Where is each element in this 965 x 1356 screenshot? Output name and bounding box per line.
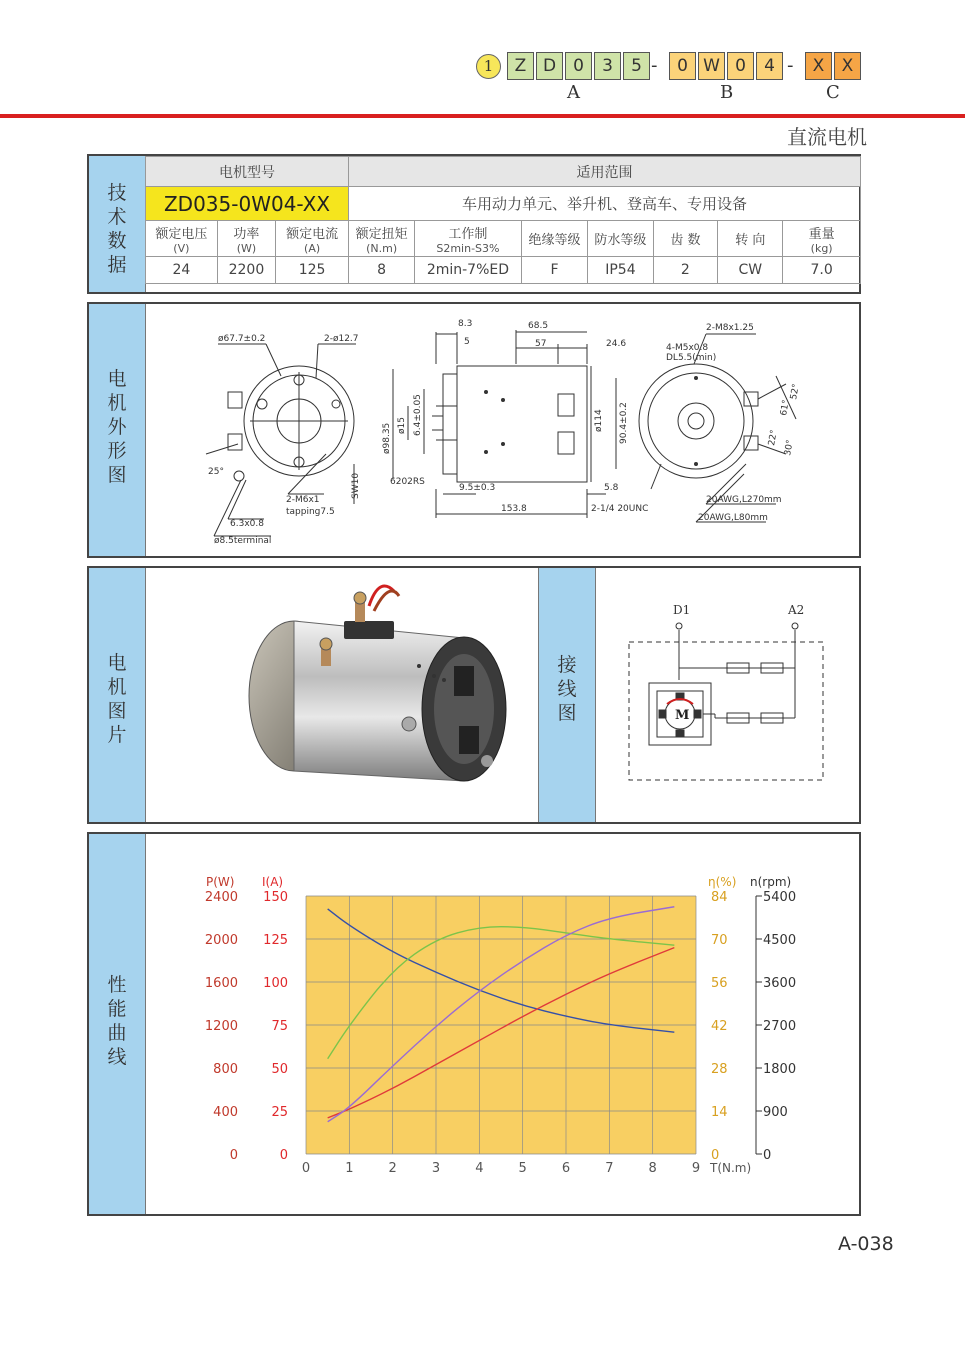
param-label: 额定电流 — [286, 226, 339, 242]
curve-side-char: 曲 — [107, 1022, 127, 1044]
dim-d19: 153.8 — [501, 504, 527, 514]
chart-tick-label: 0 — [763, 1148, 772, 1163]
performance-chart — [146, 834, 861, 1214]
dim-d31: 20AWG,L270mm — [706, 495, 782, 505]
dim-d21: 2-1/4 20UNC — [591, 504, 649, 514]
chart-x-axis-title: T(N.m) — [710, 1161, 752, 1175]
curve-sidebar — [89, 834, 146, 1214]
dim-d26: DL5.5(min) — [666, 353, 717, 363]
param-unit: (W) — [236, 241, 257, 255]
chart-tick-label: 0 — [711, 1148, 720, 1163]
wiring-diagram — [595, 568, 861, 822]
photo-side-char: 电 — [107, 652, 127, 674]
outline-side-char: 外 — [107, 416, 127, 438]
chart-x-tick-label: 8 — [648, 1161, 657, 1176]
spec-side-char: 据 — [107, 254, 127, 276]
dim-d28: 61° — [779, 399, 792, 417]
param-label: 绝缘等级 — [528, 233, 581, 248]
dim-d9: 8.3 — [458, 319, 473, 329]
motor-photo — [209, 576, 549, 816]
spec-side-char: 数 — [107, 230, 127, 252]
photo-side-char: 片 — [107, 724, 127, 746]
model-code-circle: 1 — [476, 54, 501, 79]
model-code-char: W — [698, 52, 725, 80]
header-divider — [0, 114, 965, 118]
chart-tick-label: 2000 — [204, 933, 238, 948]
chart-axis-title: η(%) — [708, 875, 737, 889]
dim-d13: 24.6 — [606, 339, 627, 349]
curve-side-char: 能 — [107, 998, 127, 1020]
chart-tick-label: 42 — [711, 1019, 728, 1034]
outline-side-char: 机 — [107, 392, 127, 414]
product-category: 直流电机 — [787, 125, 867, 149]
chart-tick-label: 70 — [711, 933, 728, 948]
wiring-side-char: 接 — [557, 654, 577, 676]
curve-side-char: 性 — [107, 974, 127, 996]
dim-d23: 90.4±0.2 — [619, 402, 629, 444]
param-label: 防水等级 — [594, 233, 647, 248]
dim-d1: ø67.7±0.2 — [218, 334, 266, 344]
model-code-char: X — [834, 52, 861, 80]
model-code-char: Z — [507, 52, 534, 80]
wiring-sidebar — [538, 568, 596, 822]
model-code-dash: - — [787, 55, 794, 76]
param-label: 额定电压 — [155, 226, 208, 242]
param-value: 24 — [146, 257, 218, 284]
scope-header: 适用范围 — [349, 157, 861, 187]
chart-x-tick-label: 0 — [301, 1161, 311, 1176]
chart-x-tick-label: 9 — [691, 1161, 701, 1176]
model-code-char: 0 — [669, 52, 696, 80]
param-label-cell — [276, 221, 349, 257]
chart-x-tick-label: 1 — [345, 1161, 354, 1176]
chart-tick-label: 0 — [279, 1148, 288, 1163]
chart-tick-label: 28 — [711, 1062, 728, 1077]
dim-d17: 6202RS — [390, 477, 425, 487]
chart-tick-label: 0 — [229, 1148, 238, 1163]
chart-tick-label: 25 — [271, 1105, 288, 1120]
chart-x-tick-label: 2 — [388, 1161, 397, 1176]
chart-tick-label: 56 — [711, 976, 728, 991]
dim-d18: 9.5±0.3 — [459, 483, 496, 493]
param-label-cell — [588, 221, 653, 257]
param-value: 7.0 — [783, 257, 861, 284]
photo-panel — [87, 566, 861, 824]
dim-d15: ø15 — [397, 417, 407, 434]
model-code-char: 0 — [565, 52, 592, 80]
dim-d4: 2-M6x1 — [286, 495, 320, 505]
chart-tick-label: 50 — [271, 1062, 288, 1077]
param-label-cell — [217, 221, 275, 257]
chart-axis-title: n(rpm) — [750, 875, 792, 889]
param-label-cell — [718, 221, 783, 257]
param-value-row — [146, 257, 861, 284]
dim-d2: 2-ø12.7 — [324, 334, 359, 344]
chart-axis-title: P(W) — [206, 875, 235, 889]
chart-tick-label: 1800 — [763, 1062, 797, 1077]
chart-tick-label: 84 — [711, 890, 728, 905]
dim-d8: SW10 — [351, 472, 361, 499]
photo-side-char: 图 — [107, 700, 127, 722]
dim-d25: 4-M5x0.8 — [666, 343, 709, 353]
chart-x-tick-label: 5 — [518, 1161, 527, 1176]
dim-d24: 2-M8x1.25 — [706, 323, 754, 333]
dim-d12: 57 — [535, 339, 547, 349]
model-code-char: 3 — [594, 52, 621, 80]
param-label-cell — [521, 221, 588, 257]
param-unit: S2min-S3% — [436, 241, 500, 255]
chart-tick-label: 1600 — [204, 976, 238, 991]
model-code-char: X — [805, 52, 832, 80]
photo-sidebar — [89, 568, 146, 822]
chart-tick-label: 125 — [263, 933, 288, 948]
outline-panel — [87, 302, 861, 558]
param-label-cell — [349, 221, 415, 257]
param-label-cell — [783, 221, 861, 257]
dim-d11: 68.5 — [528, 321, 549, 331]
chart-tick-label: 14 — [711, 1105, 728, 1120]
outline-side-char: 图 — [107, 464, 127, 486]
outline-side-char: 形 — [107, 440, 127, 462]
param-value: F — [521, 257, 588, 284]
spec-table — [145, 156, 861, 284]
param-label: 转 向 — [735, 233, 766, 248]
param-value: 2200 — [217, 257, 275, 284]
param-label: 工作制 — [448, 226, 488, 242]
dim-d14: ø98.35 — [382, 422, 392, 454]
chart-tick-label: 400 — [213, 1105, 238, 1120]
param-label-row — [146, 221, 861, 257]
chart-tick-label: 800 — [213, 1062, 238, 1077]
model-header: 电机型号 — [146, 157, 349, 187]
curve-panel — [87, 832, 861, 1216]
spec-sidebar — [89, 156, 146, 292]
model-code-letter-b: B — [720, 82, 734, 103]
chart-tick-label: 900 — [763, 1105, 788, 1120]
chart-x-tick-label: 3 — [431, 1161, 441, 1176]
wiring-a2-label: A2 — [788, 603, 805, 617]
scope-value: 车用动力单元、举升机、登高车、专用设备 — [349, 187, 861, 221]
model-code-letter-c: C — [826, 82, 840, 103]
chart-tick-label: 5400 — [763, 890, 797, 905]
param-label-cell — [146, 221, 218, 257]
model-code-char: 5 — [623, 52, 650, 80]
photo-side-char: 机 — [107, 676, 127, 698]
param-unit: (N.m) — [366, 241, 398, 255]
dim-d6: 6.3x0.8 — [230, 519, 264, 529]
motor-symbol: M — [675, 708, 690, 723]
dim-d22: ø114 — [594, 409, 604, 432]
param-value: 2 — [653, 257, 718, 284]
dim-d5: tapping7.5 — [286, 507, 335, 517]
model-code-dash: - — [651, 55, 658, 76]
chart-x-tick-label: 7 — [605, 1161, 614, 1176]
model-value: ZD035-0W04-XX — [146, 187, 349, 221]
chart-tick-label: 100 — [263, 976, 288, 991]
model-code-char: 0 — [727, 52, 754, 80]
chart-tick-label: 3600 — [763, 976, 797, 991]
param-label: 齿 数 — [670, 233, 701, 248]
dim-d10: 5 — [464, 337, 470, 347]
param-value: 8 — [349, 257, 415, 284]
dim-d3: 25° — [208, 467, 224, 477]
chart-tick-label: 2700 — [763, 1019, 797, 1034]
param-unit: (V) — [173, 241, 190, 255]
param-label: 功率 — [233, 226, 260, 242]
chart-tick-label: 75 — [271, 1019, 288, 1034]
outline-sidebar — [89, 304, 146, 556]
param-label: 额定扭矩 — [355, 226, 408, 242]
wiring-side-char: 线 — [557, 678, 577, 700]
dim-d20: 5.8 — [604, 483, 619, 493]
param-label-cell — [415, 221, 521, 257]
dim-d29: 22° — [767, 429, 780, 447]
param-label-cell — [653, 221, 718, 257]
curve-side-char: 线 — [107, 1046, 127, 1068]
chart-tick-label: 4500 — [763, 933, 797, 948]
param-value: IP54 — [588, 257, 653, 284]
param-unit: (kg) — [810, 241, 833, 255]
outline-drawing — [146, 304, 861, 556]
dim-d16: 6.4±0.05 — [413, 394, 423, 436]
param-unit: (A) — [304, 241, 321, 255]
spec-side-char: 技 — [107, 182, 127, 204]
chart-tick-label: 2400 — [204, 890, 238, 905]
dim-d32: 20AWG,L80mm — [698, 513, 768, 523]
dim-d27: 52° — [789, 383, 802, 401]
spec-side-char: 术 — [107, 206, 127, 228]
model-code-char: 4 — [756, 52, 783, 80]
model-code-char: D — [536, 52, 563, 80]
chart-x-tick-label: 6 — [561, 1161, 571, 1176]
param-value: 125 — [276, 257, 349, 284]
param-value: CW — [718, 257, 783, 284]
outline-side-char: 电 — [107, 368, 127, 390]
chart-tick-label: 1200 — [204, 1019, 238, 1034]
chart-axis-title: I(A) — [262, 875, 284, 889]
param-label: 重量 — [808, 226, 835, 242]
wiring-d1-label: D1 — [673, 603, 691, 617]
chart-tick-label: 150 — [263, 890, 288, 905]
chart-x-tick-label: 4 — [475, 1161, 484, 1176]
model-code-letter-a: A — [567, 82, 580, 103]
dim-d30: 30° — [783, 439, 796, 457]
page-number: A-038 — [838, 1233, 894, 1255]
param-value: 2min-7%ED — [415, 257, 521, 284]
dim-d7: ø8.5terminal — [214, 536, 272, 546]
spec-panel — [87, 154, 861, 294]
wiring-side-char: 图 — [557, 702, 577, 724]
